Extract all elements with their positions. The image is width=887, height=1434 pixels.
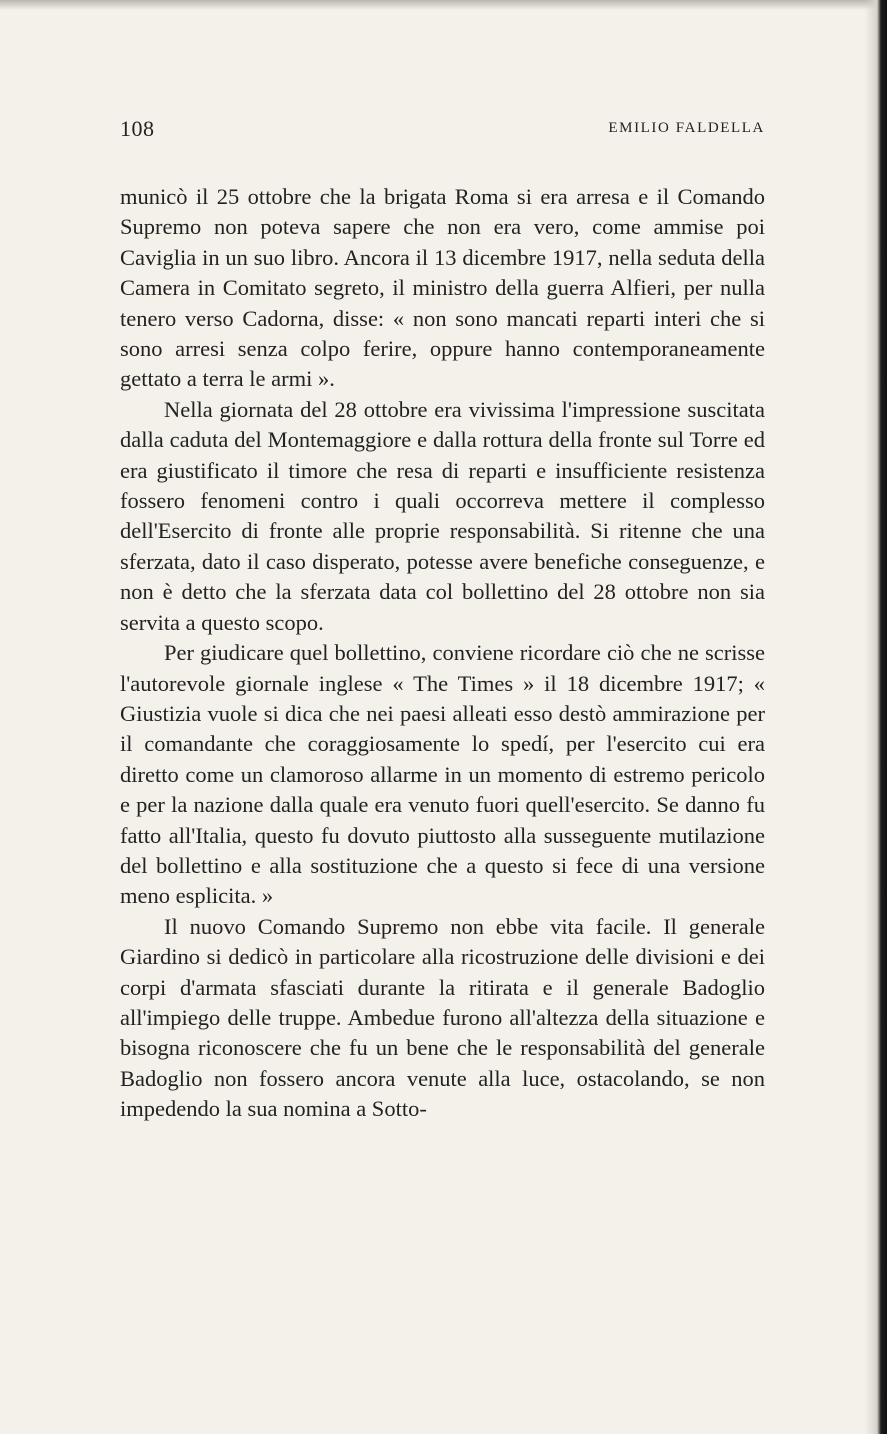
page-header: [120, 116, 765, 146]
page-number: 108: [120, 116, 155, 141]
paragraph-2: Nella giornata del 28 ottobre era vivissima l'impressione suscitata dalla caduta del Montemaggiore e dalla rottura della fronte sul Torre ed era giustificato il timore che resa di reparti e insufficiente resistenza fossero fenomeni contro i quali occorreva mettere il complesso dell'Esercito di fronte alle proprie responsabilità. Si ritenne che una sferzata, dato il caso disperato, potesse avere benefiche conseguenze, e non è detto che la sferzata data col bollettino del 28 ottobre non sia servita a questo scopo.: [120, 396, 765, 635]
page-top-shadow: [0, 0, 887, 10]
running-head: EMILIO FALDELLA: [608, 120, 765, 136]
body-text: [120, 182, 765, 1125]
paragraph-1: municò il 25 ottobre che la brigata Roma si era arresa e il Comando Supremo non poteva sapere che non era vero, come ammise poi Caviglia in un suo libro. Ancora il 13 dicembre 1917, nella seduta della Camera in Comitato segreto, il ministro della guerra Alfieri, per nulla tenero verso Cadorna, disse: « non sono mancati reparti interi che si sono arresi senza colpo ferire, oppure hanno contemporaneamente gettato a terra le armi ».: [120, 184, 765, 392]
page-binding-edge: [865, 0, 887, 1434]
paragraph-3: Per giudicare quel bollettino, conviene ricordare ciò che ne scrisse l'autorevole giornale inglese « The Times » il 18 dicembre 1917; « Giustizia vuole si dica che nei paesi alleati esso destò ammirazione per il comandante che coraggiosamente lo spedí, per l'esercito cui era diretto come un clamoroso allarme in un momento di estremo pericolo e per la nazione dalla quale era venuto fuori quell'esercito. Se danno fu fatto all'Italia, questo fu dovuto piuttosto alla susseguente mutilazione del bollettino e alla sostituzione che a questo si fece di una versione meno esplicita. »: [120, 640, 765, 909]
paragraph-4: Il nuovo Comando Supremo non ebbe vita facile. Il generale Giardino si dedicò in particolare alla ricostruzione delle divisioni e dei corpi d'armata sfasciati durante la ritirata e il generale Badoglio all'impiego delle truppe. Ambedue furono all'altezza della situazione e bisogna riconoscere che fu un bene che le responsabilità del generale Badoglio non fossero ancora venute alla luce, ostacolando, se non impedendo la sua nomina a Sotto-: [120, 913, 765, 1122]
